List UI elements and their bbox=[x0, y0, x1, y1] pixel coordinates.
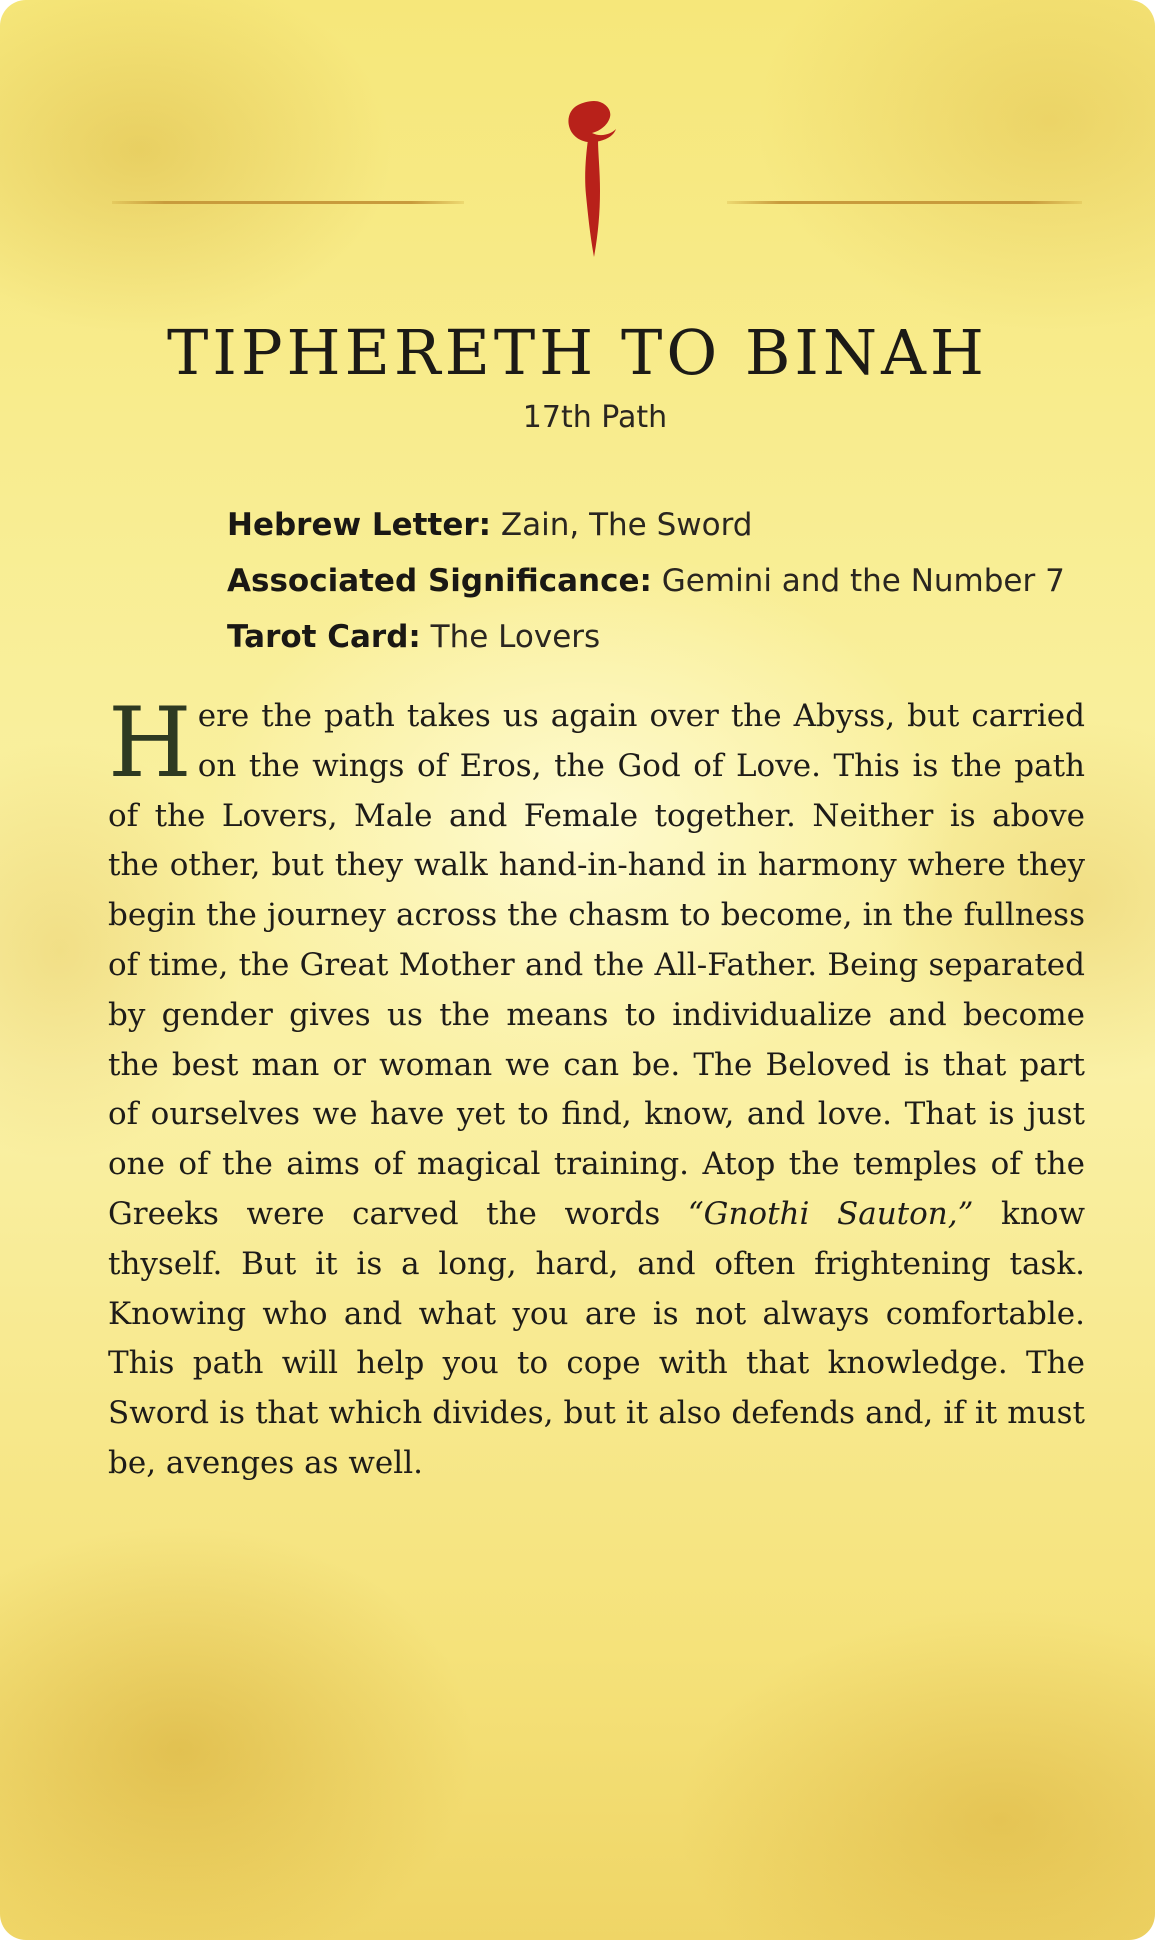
body-paragraph bbox=[108, 687, 1085, 1489]
attribute-hebrew-letter bbox=[227, 497, 1065, 553]
hebrew-letter-zain-icon bbox=[560, 95, 620, 265]
card-subtitle: 17th Path bbox=[522, 400, 668, 435]
attribute-label: Hebrew Letter: bbox=[227, 507, 492, 543]
attribute-value: Gemini and the Number 7 bbox=[651, 563, 1065, 599]
attribute-label: Tarot Card: bbox=[227, 619, 421, 655]
decorative-rule-right bbox=[727, 201, 1082, 204]
attribute-label: Associated Significance: bbox=[227, 563, 652, 599]
attribute-associated-significance bbox=[227, 553, 1065, 609]
attribute-tarot-card bbox=[227, 609, 1065, 665]
attribute-value: The Lovers bbox=[420, 619, 601, 655]
decorative-rule-left bbox=[112, 201, 464, 204]
attribute-list bbox=[227, 497, 1065, 665]
drop-cap: H bbox=[108, 687, 192, 799]
body-text-part-1: ere the path takes us again over the Abyss, but carried on the wings of Eros, the God of Love. This is the path of the Lovers, Male and Female together. Neither is above the other, but they walk hand-in-hand in harmony where they begin the journey across the chasm to become, in the fullness of time, the Great Mother and the All-Father. Being separated by gender gives us the means to individualize and become the best man or woman we can be. The Beloved is that part of ourselves we have yet to find, know, and love. That is just one of the aims of magical training. Atop the temples of the Greeks were carved the words bbox=[108, 698, 1085, 1232]
body-text-part-2: know thyself. But it is a long, hard, and often frightening task. Knowing who and what you are is not always comfortable. This path will help you to cope with that knowledge. The Sword is that which divides, but it also defends and, if it must be, avenges as well. bbox=[108, 1195, 1085, 1481]
body-quote: “Gnothi Sauton,” bbox=[687, 1195, 974, 1232]
card-title: TIPHERETH TO BINAH bbox=[167, 316, 988, 389]
attribute-value: Zain, The Sword bbox=[491, 507, 753, 543]
